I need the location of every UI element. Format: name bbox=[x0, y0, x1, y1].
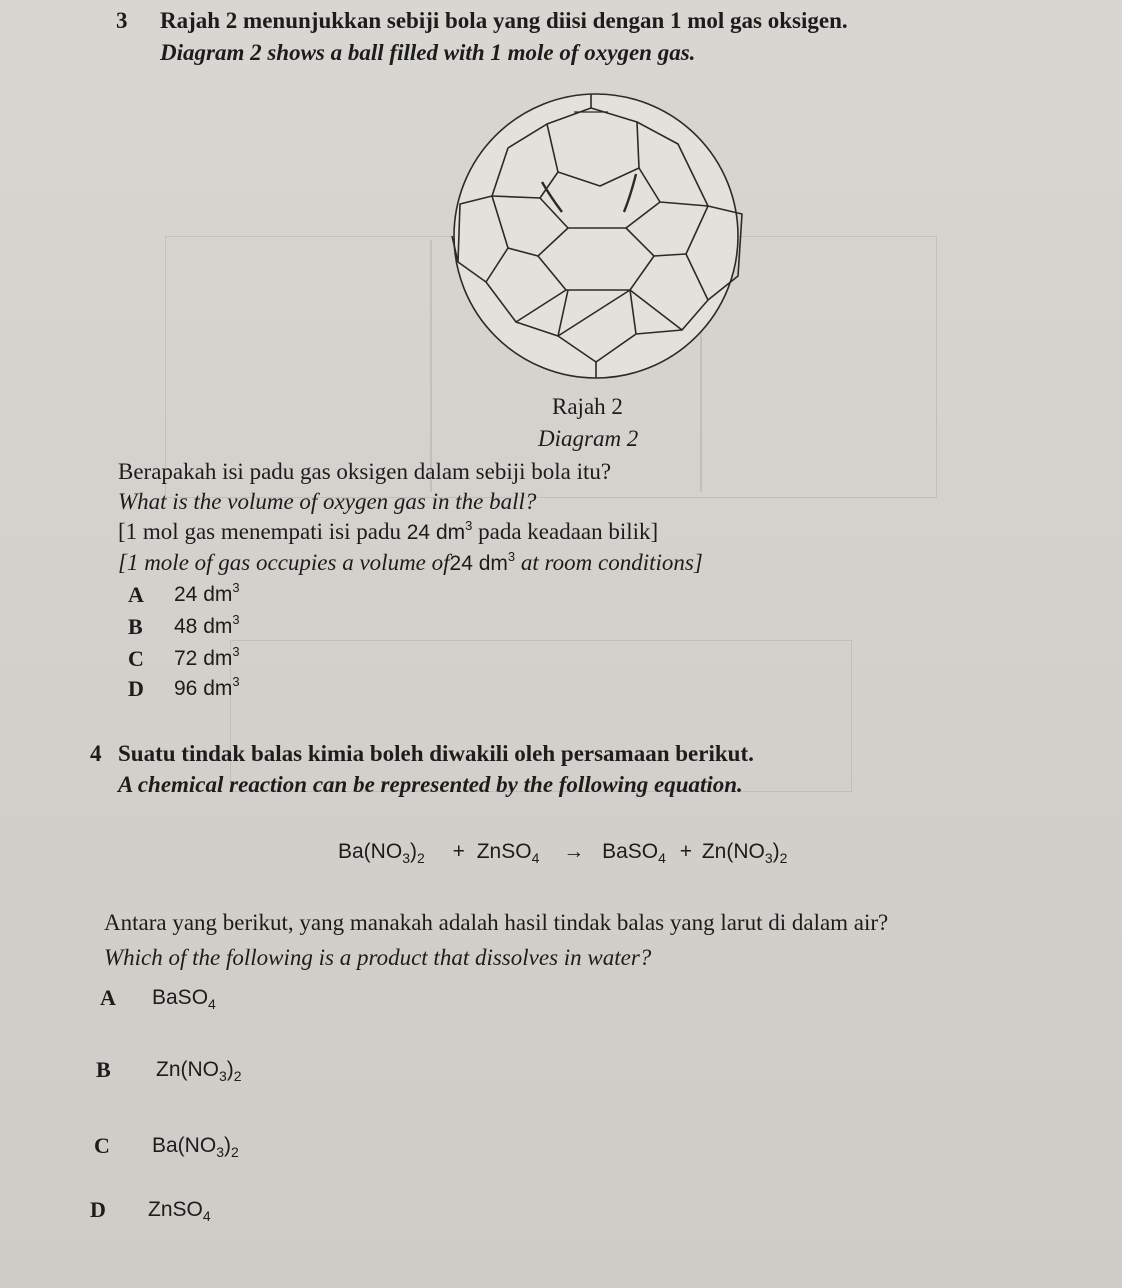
q3-option-b[interactable]: B 48 $dm^3$ bbox=[128, 612, 240, 639]
q3-question-malay: Berapakah isi padu gas oksigen dalam sebiji bola itu? bbox=[118, 459, 612, 484]
reactant-zinc-sulfate: ZnSO$_4$ bbox=[476, 840, 540, 866]
q4-option-b[interactable]: B $Zn(NO_3)_2$ bbox=[96, 1057, 242, 1084]
figure-label-malay: Rajah 2 bbox=[552, 394, 623, 419]
q4-stem-malay: Suatu tindak balas kimia boleh diwakili oleh persamaan berikut. bbox=[118, 741, 754, 766]
q4-question-english: Which of the following is a product that dissolves in water? bbox=[104, 945, 652, 970]
product-zinc-nitrate: $Zn(NO_3)_2$ bbox=[701, 840, 788, 866]
plus-sign: + bbox=[679, 840, 693, 863]
ball-outline bbox=[454, 94, 738, 378]
figure-label-english: Diagram 2 bbox=[538, 426, 639, 451]
note-english-text-end: at room conditions] bbox=[520, 550, 703, 575]
product-barium-sulfate: BaSO$_4$ bbox=[602, 840, 666, 866]
q3-stem-malay: Rajah 2 menunjukkan sebiji bola yang diisi dengan 1 mol gas oksigen. bbox=[160, 8, 848, 33]
q4-stem-english: A chemical reaction can be represented by the following equation. bbox=[118, 772, 743, 797]
q3-option-a[interactable]: A 24 $dm^3$ bbox=[128, 580, 240, 607]
q3-option-d[interactable]: D 96 $dm^3$ bbox=[128, 674, 240, 701]
note-malay-text: [1 mol gas menempati isi padu bbox=[118, 519, 401, 544]
q3-note-english bbox=[118, 550, 703, 576]
q3-note-malay bbox=[118, 519, 658, 545]
q4-option-a[interactable]: A BaSO$_4$ bbox=[100, 985, 216, 1012]
chemical-equation bbox=[338, 840, 787, 864]
reaction-arrow: → bbox=[563, 840, 585, 863]
q3-question-english: What is the volume of oxygen gas in the ball? bbox=[118, 489, 537, 514]
reactant-barium-nitrate: $Ba(NO_3)_2$ bbox=[338, 840, 425, 866]
q4-option-d[interactable]: D ZnSO$_4$ bbox=[90, 1197, 211, 1224]
soccer-ball-figure bbox=[446, 86, 746, 386]
q3-option-c[interactable]: C 72 $dm^3$ bbox=[128, 644, 240, 671]
q4-question-malay: Antara yang berikut, yang manakah adalah hasil tindak balas yang larut di dalam air? bbox=[104, 910, 889, 935]
q3-stem-english: Diagram 2 shows a ball filled with 1 mole of oxygen gas. bbox=[160, 40, 696, 65]
q3-number: 3 bbox=[116, 8, 128, 33]
note-malay-volume: 24 $dm^3$ bbox=[406, 518, 473, 544]
note-english-volume: 24 $dm^3$ bbox=[449, 549, 516, 575]
show-through-line bbox=[430, 240, 432, 492]
note-malay-text-end: pada keadaan bilik] bbox=[478, 519, 659, 544]
q4-option-c[interactable]: C $Ba(NO_3)_2$ bbox=[94, 1133, 239, 1160]
show-through-box bbox=[230, 640, 852, 792]
plus-sign: + bbox=[452, 840, 465, 863]
note-english-text: [1 mole of gas occupies a volume of bbox=[118, 550, 450, 575]
q4-number: 4 bbox=[90, 741, 102, 766]
